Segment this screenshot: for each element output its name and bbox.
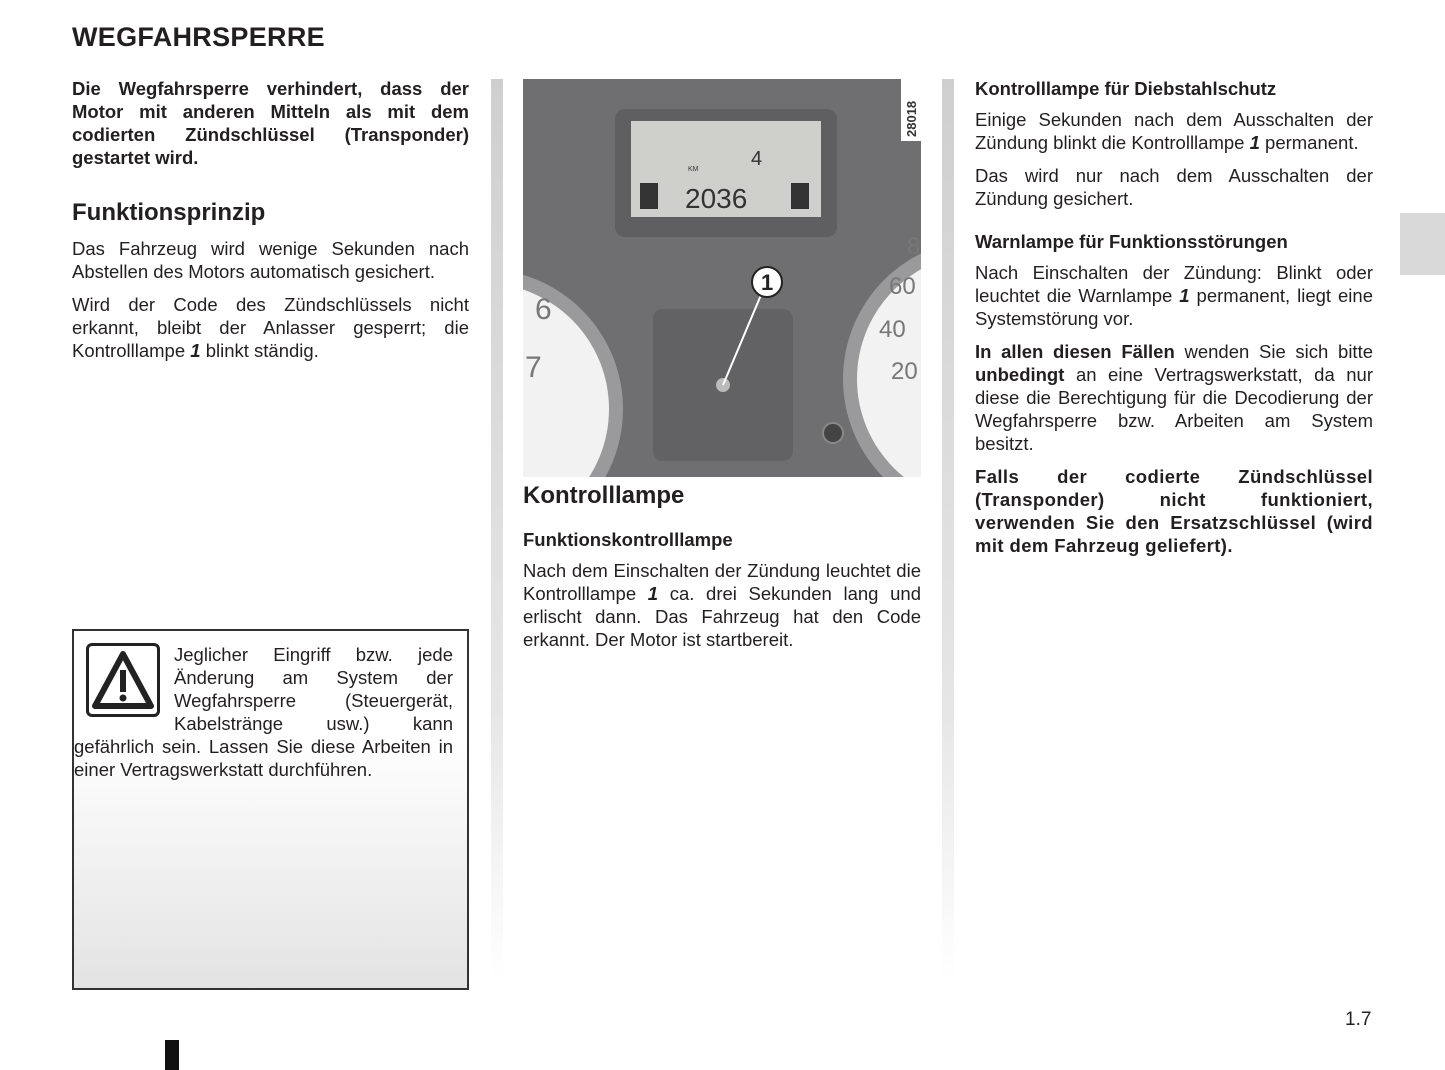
page-number: 1.7 xyxy=(1345,1009,1372,1030)
speedo-60: 60 xyxy=(889,273,916,300)
column-right xyxy=(975,77,1373,567)
page-title: WEGFAHRSPERRE xyxy=(72,22,325,52)
speedo-40: 40 xyxy=(879,316,906,343)
text: permanent. xyxy=(1259,132,1359,153)
warning-triangle-icon xyxy=(86,643,160,717)
column-left xyxy=(72,77,469,372)
ref: 1 xyxy=(190,340,201,361)
warning-text: Jeglicher Eingriff bzw. jede Änderung am System der Wegfahrsperre (Steuergerät, Kabelstränge usw.) kann gefährlich sein. Lassen Sie diese Arbeiten in einer Vertragswerkstatt durchführen. xyxy=(74,644,453,780)
fault-heading: Warnlampe für Funktionsstörungen xyxy=(975,231,1288,252)
text: Einige Sekunden nach dem Ausschalten der Zündung blinkt die Kontrolllampe xyxy=(975,109,1373,153)
range-value: 4 xyxy=(751,148,763,170)
dashboard-figure xyxy=(523,79,921,477)
figure-ref-number: 28018 xyxy=(904,100,919,137)
theft-heading: Kontrolllampe für Diebstahlschutz xyxy=(975,78,1277,99)
edge-marker xyxy=(165,1040,179,1070)
ref: 1 xyxy=(1249,132,1260,153)
text: permanent, liegt eine Systemstörung vor. xyxy=(975,285,1373,329)
column-middle xyxy=(523,482,921,661)
speedo-80: 8 xyxy=(907,233,921,260)
principle-p1: Das Fahrzeug wird wenige Sekunden nach Abstellen des Motors automatisch gesichert. xyxy=(72,238,469,282)
text: ca. drei Sekunden lang und erlischt dann. Das Fahrzeug hat den Code erkannt. Der Motor ist startbereit. xyxy=(523,583,921,650)
principle-p2 xyxy=(72,293,469,362)
bold: unbedingt xyxy=(975,364,1065,385)
lamp-text xyxy=(523,559,921,651)
km-label: KM xyxy=(688,166,699,173)
theft-p1 xyxy=(975,108,1373,154)
bold: In allen diesen Fällen xyxy=(975,341,1175,362)
text: blinkt ständig. xyxy=(200,340,319,361)
fault-p1 xyxy=(975,261,1373,330)
tacho-6: 6 xyxy=(535,293,552,326)
column-divider xyxy=(942,79,954,979)
lamp-heading: Kontrolllampe xyxy=(523,482,685,509)
intro-text: Die Wegfahrsperre verhindert, dass der Motor mit anderen Mitteln als mit dem codierten Zündschlüssel (Transponder) gestartet wird. xyxy=(72,78,469,168)
callout-1: 1 xyxy=(761,270,774,295)
ref: 1 xyxy=(1179,285,1190,306)
lamp-subheading: Funktionskontrolllampe xyxy=(523,529,733,550)
fault-p3: Falls der codierte Zündschlüssel (Transponder) nicht funktioniert, verwenden Sie den Ersatzschlüssel (wird mit dem Fahrzeug geliefert). xyxy=(975,466,1373,556)
speedo-20: 20 xyxy=(891,358,918,385)
chapter-tab xyxy=(1400,213,1445,275)
principle-heading: Funktionsprinzip xyxy=(72,199,266,226)
text: wenden Sie sich bitte xyxy=(1174,341,1373,362)
fault-p2 xyxy=(975,340,1373,455)
ref: 1 xyxy=(647,583,659,604)
text: Nach dem Einschalten der Zündung leuchtet die Kontrolllampe xyxy=(523,560,921,604)
theft-p2: Das wird nur nach dem Ausschalten der Zündung gesichert. xyxy=(975,165,1373,209)
column-divider xyxy=(491,79,503,979)
text: Nach Einschalten der Zündung: Blinkt oder leuchtet die Warnlampe xyxy=(975,262,1373,306)
warning-box xyxy=(72,629,469,990)
text: an eine Vertragswerkstatt, da nur diese die Berechtigung für die Decodierung der Wegfahrsperre bzw. Arbeiten am System besitzt. xyxy=(975,364,1373,454)
text: Wird der Code des Zündschlüssels nicht erkannt, bleibt der Anlasser gesperrt; die Kontrolllampe xyxy=(72,294,469,361)
odometer-value: 2036 xyxy=(685,183,748,214)
tacho-7: 7 xyxy=(525,351,542,384)
